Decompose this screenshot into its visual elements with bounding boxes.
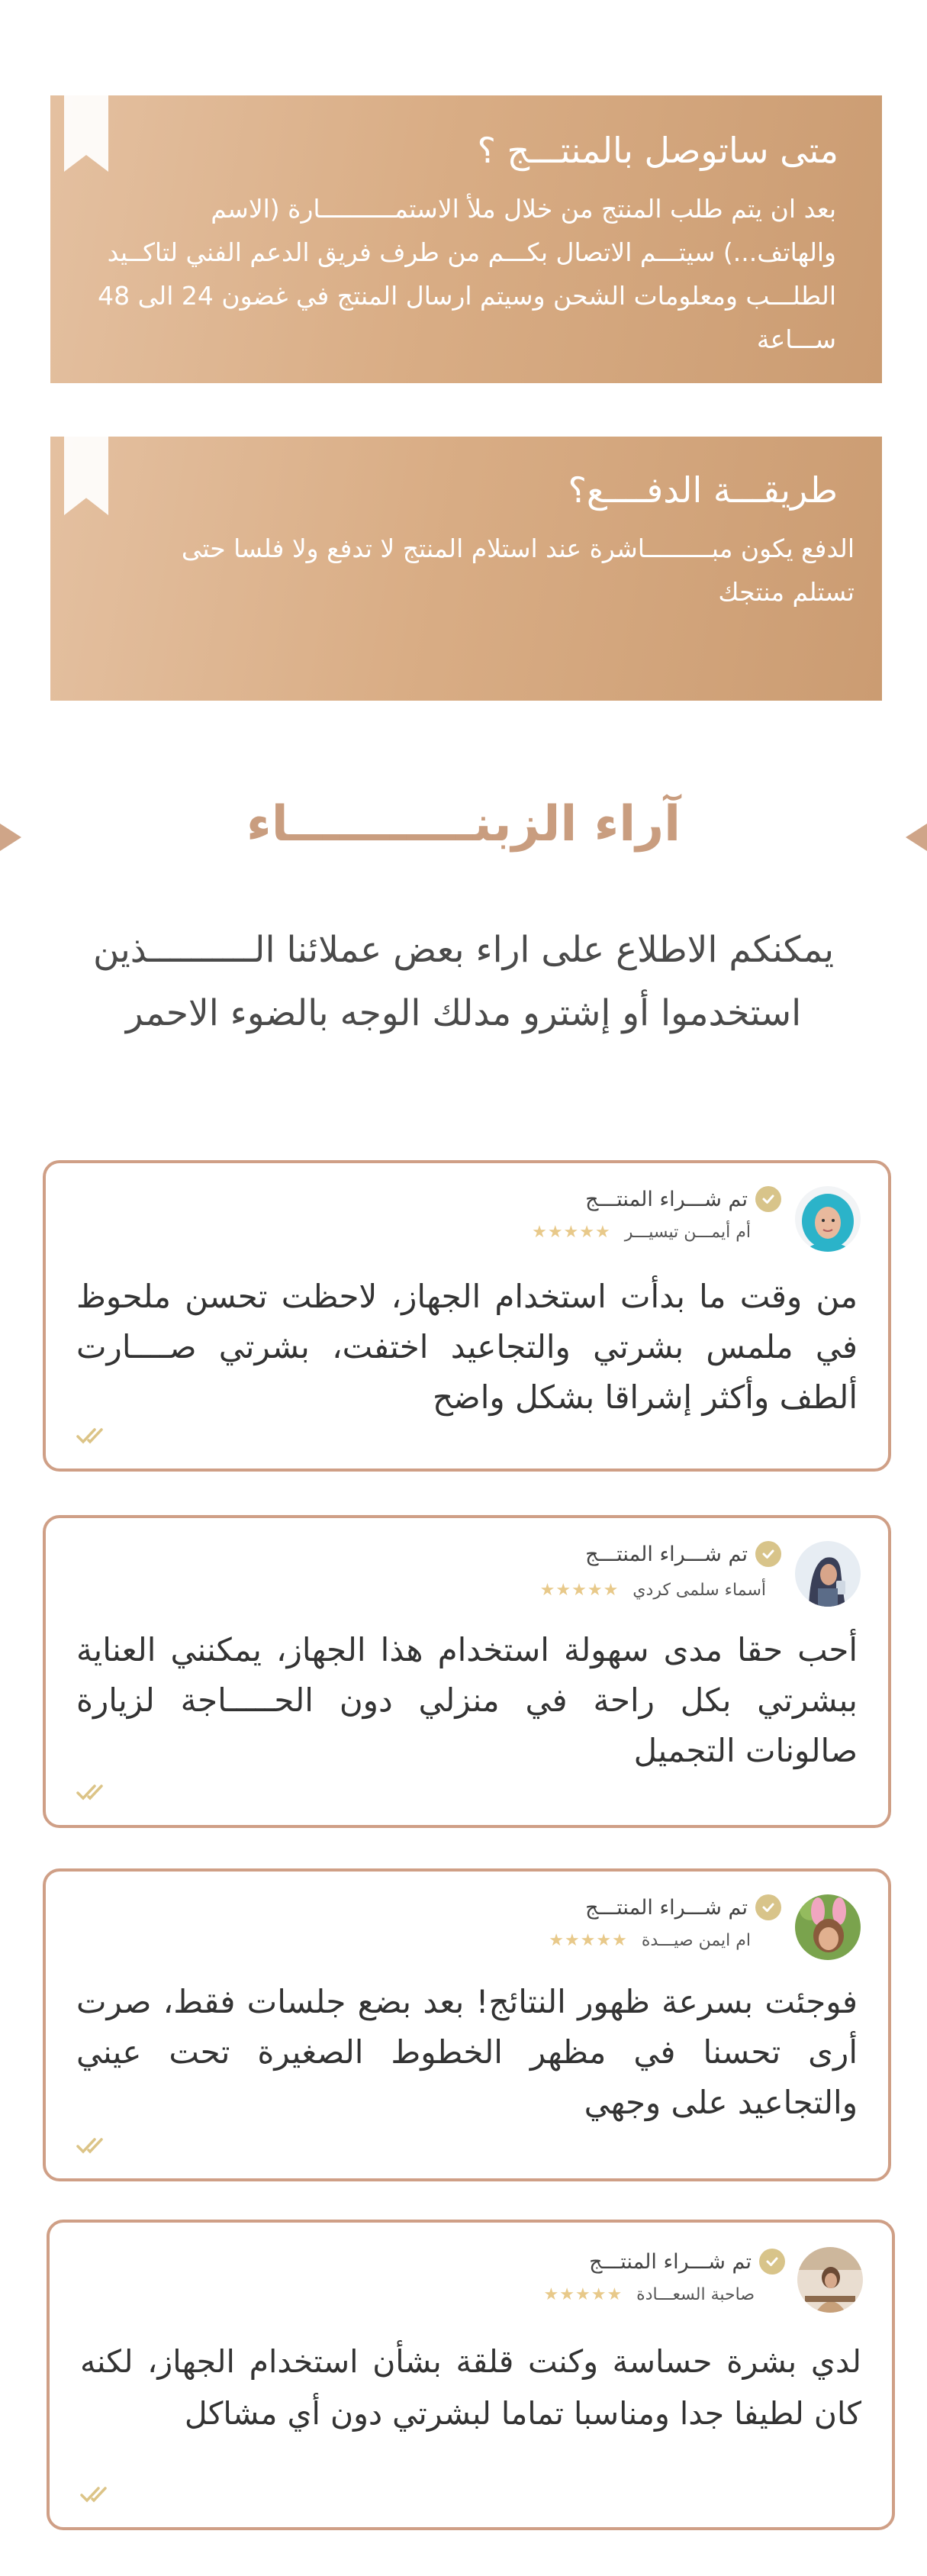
verified-buyer-row xyxy=(585,1541,781,1567)
delivery-title: متى ساتوصل بالمنتـــج ؟ xyxy=(477,130,838,171)
check-circle-icon xyxy=(755,1894,781,1920)
review-card xyxy=(43,1515,891,1828)
reviewer-name: ام ايمن صيـــدة xyxy=(641,1931,751,1950)
reviewer-row xyxy=(549,1931,751,1950)
review-text: من وقت ما بدأت استخدام الجهاز، لاحظت تحسن ملحوظ في ملمس بشرتي والتجاعيد اختفت، بشرتي صــــارت ألطف وأكثر إشراقا بشكل واضح xyxy=(76,1278,858,1416)
woman-phone-avatar-icon xyxy=(795,1541,861,1607)
double-check-icon xyxy=(80,2484,114,2504)
bookmark-ribbon-icon xyxy=(64,437,108,515)
rating-stars-icon: ★★★★★ xyxy=(539,1581,620,1600)
verified-buyer-label: تم شـــراء المنتـــج xyxy=(585,1187,748,1211)
woman-cafe-avatar-icon xyxy=(797,2247,863,2313)
bookmark-ribbon-icon xyxy=(64,95,108,172)
rating-stars-icon: ★★★★★ xyxy=(543,2285,623,2304)
reviewer-name: صاحبة السعـــادة xyxy=(636,2285,755,2304)
verified-buyer-row xyxy=(585,1186,781,1212)
reviews-subheading: يمكنكم الاطلاع على اراء بعض عملائنا الــــــــــذين استخدموا أو إشترو مدلك الوجه بالضوء الاحمر xyxy=(92,929,835,1034)
check-circle-icon xyxy=(755,1186,781,1212)
review-card xyxy=(43,1868,891,2181)
review-card xyxy=(43,1160,891,1472)
review-card xyxy=(47,2220,895,2530)
pink-bunny-ears-avatar-icon xyxy=(795,1894,861,1960)
woman-turquoise-hijab-avatar-icon xyxy=(795,1186,861,1252)
rating-stars-icon: ★★★★★ xyxy=(549,1931,628,1950)
review-text: لدي بشرة حساسة وكنت قلقة بشأن استخدام الجهاز، لكنه كان لطيفا جدا ومناسبا تماما لبشرتي دون أي مشاكل xyxy=(80,2343,861,2432)
payment-info-box xyxy=(50,437,882,701)
verified-buyer-label: تم شـــراء المنتـــج xyxy=(585,1895,748,1920)
payment-title: طريقـــة الدفــــع؟ xyxy=(568,469,838,511)
double-check-icon xyxy=(76,1426,110,1446)
reviewer-row xyxy=(544,2285,755,2304)
payment-body: الدفع يكون مبـــــــــاشرة عند استلام المنتج لا تدفع ولا فلسا حتى تستلم منتجك xyxy=(181,534,855,607)
verified-buyer-label: تم شـــراء المنتـــج xyxy=(585,1542,748,1566)
reviewer-name: أسماء سلمى كردي xyxy=(632,1581,766,1600)
verified-buyer-row xyxy=(589,2249,785,2275)
review-text: أحب حقا مدى سهولة استخدام هذا الجهاز، يمكنني العناية ببشرتي بكل راحة في منزلي دون الحـــــاجة لزيارة صالونات التجميل xyxy=(76,1631,858,1769)
verified-buyer-label: تم شـــراء المنتـــج xyxy=(589,2249,752,2274)
review-text: فوجئت بسرعة ظهور النتائج! بعد بضع جلسات فقط، صرت أرى تحسنا في مظهر الخطوط الصغيرة تحت عيني والتجاعيد على وجهي xyxy=(76,1983,858,2121)
verified-buyer-row xyxy=(585,1894,781,1920)
reviewer-row xyxy=(532,1223,751,1242)
rating-stars-icon: ★★★★★ xyxy=(532,1223,611,1242)
double-check-icon xyxy=(76,2136,110,2155)
delivery-body: بعد ان يتم طلب المنتج من خلال ملأ الاستمــــــــــارة (الاسم والهاتف...) سيتـــم الاتصال بكـــم من طرف فريق الدعم الفني لتاكــيد الطلـــب ومعلومات الشحن وسيتم ارسال المنتج في غضون 24 الى 48 ســـاعة xyxy=(98,194,836,354)
reviews-heading: آراء الزبنـــــــــــاء xyxy=(246,796,681,853)
reviewer-row xyxy=(540,1581,766,1600)
double-check-icon xyxy=(76,1782,110,1802)
reviewer-name: أم أيمـــن تيسيـــر xyxy=(624,1223,751,1242)
check-circle-icon xyxy=(755,1541,781,1567)
delivery-info-box xyxy=(50,95,882,383)
check-circle-icon xyxy=(759,2249,785,2275)
